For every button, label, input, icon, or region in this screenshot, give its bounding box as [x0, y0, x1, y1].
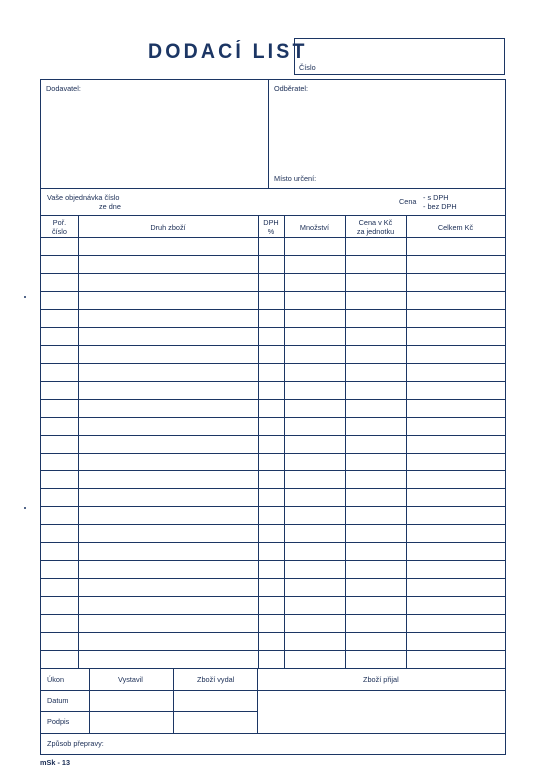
order-number-label: Vaše objednávka číslo [47, 193, 120, 202]
price-label: Cena [399, 197, 417, 206]
goods-issued-label: Zboží vydal [197, 675, 235, 684]
table-row[interactable] [41, 310, 505, 327]
column-header-line1: Druh zboží [150, 223, 186, 232]
table-column-header [78, 223, 258, 232]
table-column-header [41, 218, 78, 236]
issued-by-signature-field[interactable] [90, 712, 173, 733]
date-label: Datum [47, 696, 69, 705]
table-row[interactable] [41, 507, 505, 524]
table-row[interactable] [41, 364, 505, 381]
table-row[interactable] [41, 543, 505, 560]
table-row[interactable] [41, 471, 505, 488]
goods-issued-signature-field[interactable] [174, 712, 257, 733]
table-row[interactable] [41, 651, 505, 668]
table-column-header [345, 218, 406, 236]
transport-method-field[interactable] [41, 734, 505, 754]
document-title: DODACÍ LIST [148, 40, 308, 63]
table-row[interactable] [41, 525, 505, 542]
table-row[interactable] [41, 454, 505, 471]
table-row[interactable] [41, 633, 505, 650]
table-row[interactable] [41, 597, 505, 614]
goods-issued-date-field[interactable] [174, 691, 257, 711]
table-row[interactable] [41, 274, 505, 291]
table-row[interactable] [41, 328, 505, 345]
goods-received-label: Zboží přijal [363, 675, 399, 684]
table-row[interactable] [41, 418, 505, 435]
form-code: mSk - 13 [40, 758, 71, 767]
table-row[interactable] [41, 400, 505, 417]
table-row[interactable] [41, 238, 505, 255]
price-with-vat-label: - s DPH [423, 193, 449, 202]
punch-hole-mark-bottom [24, 507, 26, 509]
table-row[interactable] [41, 561, 505, 578]
table-row[interactable] [41, 489, 505, 506]
order-date-label: ze dne [99, 202, 121, 211]
table-column-header [406, 223, 505, 232]
price-without-vat-label: - bez DPH [423, 202, 457, 211]
table-row[interactable] [41, 256, 505, 273]
destination-label: Místo určení: [274, 174, 317, 183]
document-number-label: Číslo [299, 63, 316, 72]
signature-label: Podpis [47, 717, 70, 726]
table-row[interactable] [41, 436, 505, 453]
customer-label: Odběratel: [274, 84, 309, 93]
column-header-line2: za jednotku [356, 227, 395, 236]
table-bottom-line [41, 668, 505, 669]
issued-by-label: Vystavil [118, 675, 143, 684]
table-row[interactable] [41, 615, 505, 632]
goods-received-field[interactable] [258, 691, 505, 733]
column-header-line1: Množství [299, 223, 330, 232]
column-header-line2: % [267, 227, 275, 236]
table-row[interactable] [41, 346, 505, 363]
punch-hole-mark-top [24, 296, 26, 298]
transport-method-label: Způsob přepravy: [47, 739, 104, 748]
issued-by-date-field[interactable] [90, 691, 173, 711]
supplier-label: Dodavatel: [46, 84, 81, 93]
table-column-header [284, 223, 345, 232]
act-label: Úkon [47, 675, 65, 684]
table-column-header [258, 218, 284, 236]
table-row[interactable] [41, 579, 505, 596]
column-header-line2: číslo [51, 227, 67, 236]
column-header-line1: Cena v Kč [358, 218, 393, 227]
column-header-line1: Poř. [52, 218, 67, 227]
column-header-line1: Celkem Kč [437, 223, 474, 232]
table-row[interactable] [41, 382, 505, 399]
column-header-line1: DPH [263, 218, 279, 227]
table-row[interactable] [41, 292, 505, 309]
